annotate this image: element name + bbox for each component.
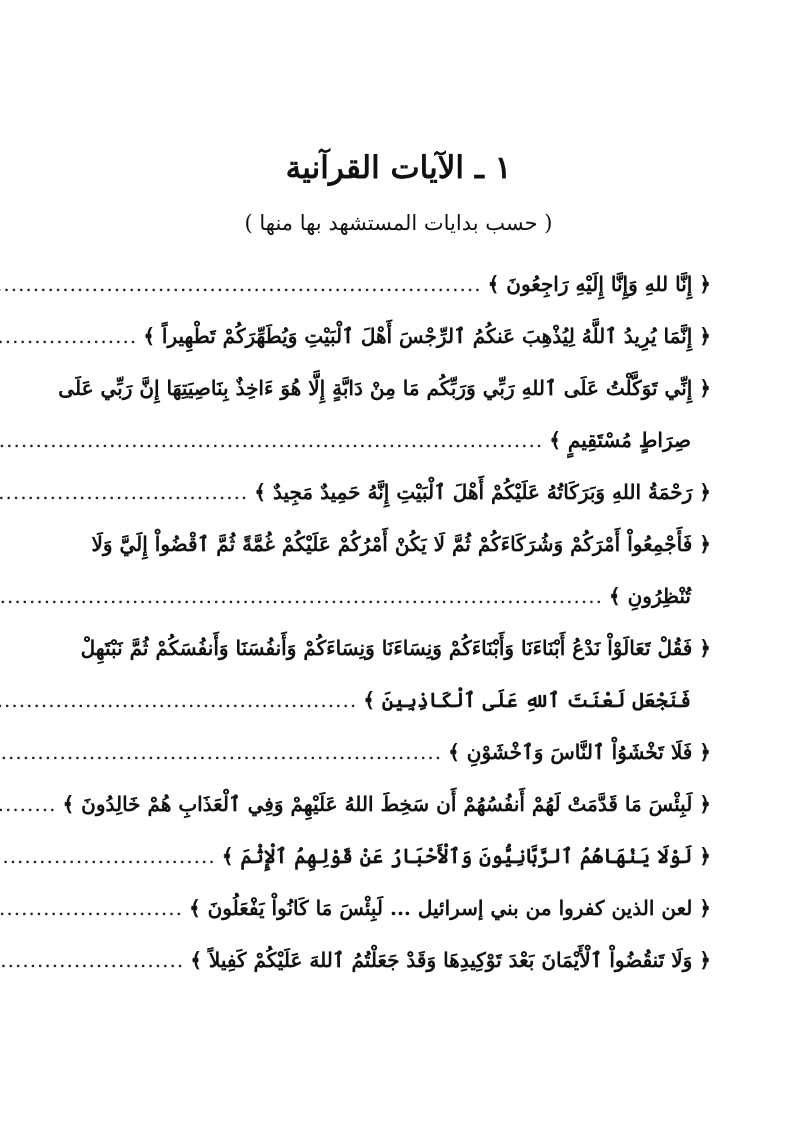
index-entry bbox=[86, 518, 711, 622]
index-entry bbox=[86, 882, 711, 934]
dot-leader bbox=[0, 726, 442, 778]
verse-text: ﴿ فَلَا تَخْشَوُاْ ٱلنَّاسَ وَٱخْشَوْنِ ﴾ bbox=[448, 740, 711, 764]
verse-text: ﴿ لَبِئْسَ مَا قَدَّمَتْ لَهُمْ أَنفُسُهُمْ أَن سَخِطَ اللهُ عَلَيْهِمْ وَفِي ٱلْعَذَابِ هُمْ خَالِدُونَ ﴾ bbox=[62, 792, 711, 816]
index-entry bbox=[86, 466, 711, 518]
dot-leader bbox=[0, 414, 543, 466]
index-entry-line bbox=[86, 934, 711, 986]
index-entry-line bbox=[86, 882, 711, 934]
index-entry-line bbox=[86, 570, 711, 622]
verse-text: ﴿ إِنَّا للهِ وَإِنَّا إِلَيْهِ رَاجِعُونَ ﴾ bbox=[487, 272, 711, 296]
dot-leader bbox=[0, 570, 603, 622]
dot-leader bbox=[0, 882, 183, 934]
index-entry bbox=[86, 830, 711, 882]
index-entry-line bbox=[86, 726, 711, 778]
index-entry bbox=[86, 934, 711, 986]
verse-text: فَنَجْعَل لَعْنَتَ ٱللهِ عَلَى ٱلْكَاذِبِينَ ﴾ bbox=[363, 688, 691, 712]
dot-leader bbox=[0, 830, 216, 882]
index-entry bbox=[86, 310, 711, 362]
verse-text: ﴿ رَحْمَةُ اللهِ وَبَرَكَاتُهُ عَلَيْكُمْ أَهْلَ ٱلْبَيْتِ إِنَّهُ حَمِيدٌ مَجِيدٌ ﴾ bbox=[254, 480, 711, 504]
verse-text: ﴿ وَلَا تَنقُضُواْ ٱلْأَيْمَانَ بَعْدَ تَوْكِيدِهَا وَقَدْ جَعَلْتُمُ ٱللهَ عَلَيْكُمْ كَفِيلاً ﴾ bbox=[190, 948, 711, 972]
dot-leader bbox=[0, 778, 56, 830]
verse-text: ﴿ إِنِّي تَوَكَّلْتُ عَلَى ٱللهِ رَبِّي وَرَبِّكُم مَا مِنْ دَابَّةٍ إِلَّا هُوَ ءَاخِذٌ بِنَاصِيَتِهَا إِنَّ رَبِّي عَلَى bbox=[58, 376, 711, 400]
index-entry-line bbox=[86, 518, 711, 570]
dot-leader bbox=[0, 310, 137, 362]
index-entry-line bbox=[86, 830, 711, 882]
verse-index-list bbox=[58, 258, 711, 986]
verse-text: تُنْظِرُونِ ﴾ bbox=[608, 584, 691, 608]
verse-text: ﴿ فَقُلْ تَعَالَوْاْ نَدْعُ أَبْنَاءَنَا وَأَبْنَاءَكُمْ وَنِسَاءَنَا وَنِسَاءَكُمْ وَأَنفُسَنَا وَأَنفُسَكُمْ ثُمَّ نَبْتَهِلْ bbox=[80, 636, 711, 660]
index-entry bbox=[86, 726, 711, 778]
dot-leader bbox=[0, 934, 184, 986]
verse-text: ﴿ إِنَّمَا يُرِيدُ ٱللَّهُ لِيُذْهِبَ عَنكُمُ ٱلرِّجْسَ أَهْلَ ٱلْبَيْتِ وَيُطَهِّرَكُمْ تَطْهِيراً ﴾ bbox=[143, 324, 711, 348]
index-entry-line bbox=[86, 310, 711, 362]
index-entry-line bbox=[86, 466, 711, 518]
index-entry bbox=[62, 778, 711, 830]
index-entry-line bbox=[58, 362, 711, 414]
page-subtitle: ( حسب بدايات المستشهد بها منها ) bbox=[244, 211, 553, 235]
index-entry-line bbox=[86, 414, 711, 466]
verse-text: ﴿ لعن الذين كفروا من بني إسرائيل ... لَبِئْسَ مَا كَانُواْ يَفْعَلُونَ ﴾ bbox=[188, 896, 711, 920]
verse-text: ﴿ لَوْلَا يَنْهَاهُمُ ٱلرَّبَّانِيُّونَ وَٱلْأَحْبَارُ عَنْ قَوْلِهِمُ ٱلْإِثْمَ ﴾ bbox=[221, 844, 711, 868]
index-entry-line bbox=[80, 622, 711, 674]
index-entry-line bbox=[86, 674, 711, 726]
verse-text: صِرَاطٍ مُسْتَقِيمٍ ﴾ bbox=[549, 428, 691, 452]
dot-leader bbox=[0, 674, 357, 726]
index-entry-line bbox=[62, 778, 711, 830]
index-entry bbox=[58, 362, 711, 466]
index-entry bbox=[86, 258, 711, 310]
page-title: ١ ـ الآيات القرآنية bbox=[285, 150, 512, 186]
verse-text: ﴿ فَأَجْمِعُواْ أَمْرَكُمْ وَشُرَكَاءَكُمْ ثُمَّ لَا يَكُنْ أَمْرُكُمْ عَلَيْكُمْ غُمَّةً ثُمَّ ٱقْضُواْ إِلَيَّ وَلَا bbox=[91, 532, 711, 556]
index-entry bbox=[80, 622, 711, 726]
dot-leader bbox=[0, 258, 482, 310]
index-entry-line bbox=[86, 258, 711, 310]
dot-leader bbox=[0, 466, 248, 518]
